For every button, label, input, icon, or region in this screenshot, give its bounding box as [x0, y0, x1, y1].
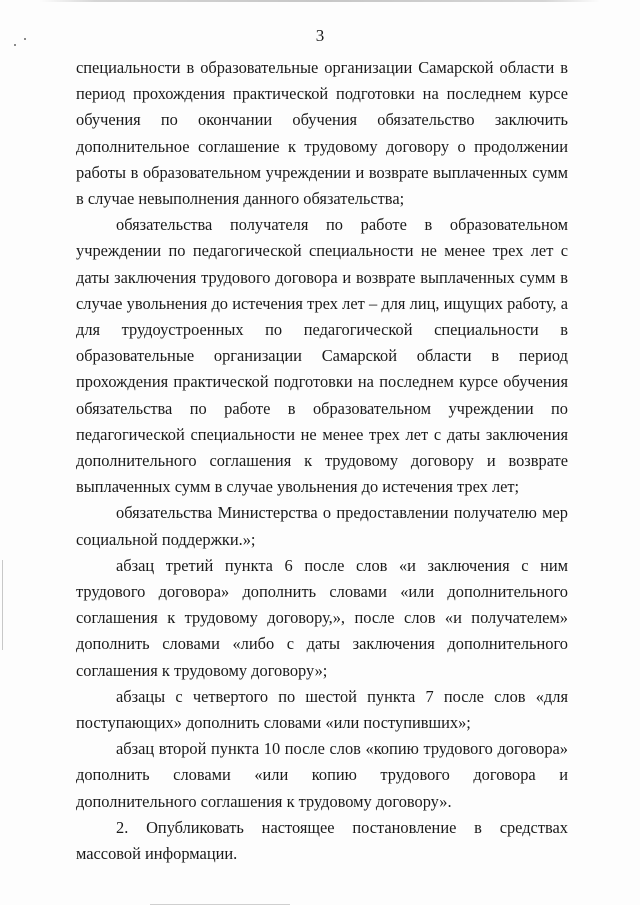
paragraph: абзац третий пункта 6 после слов «и заключения с ним трудового договора» дополнить словами «или дополнительного соглашения к трудовому договору,», после слов «и получателем» дополнить словами «либо с даты заключения дополнительного соглашения к трудовому договору»;: [76, 555, 568, 680]
paragraph: обязательства Министерства о предоставлении получателю мер социальной поддержки.»;: [76, 503, 568, 549]
document-body: [76, 55, 568, 867]
page-number: 3: [315, 26, 325, 45]
paragraph-continued: специальности в образовательные организации Самарской области в период прохождения практической подготовки на последнем курсе обучения по окончании обучения обязательство заключить дополнительное соглашение к трудовому договору о продолжении работы в образовательном учреждении и возврате выплаченных сумм в случае невыполнения данного обязательства;: [76, 58, 568, 209]
paragraph-final: 2. Опубликовать настоящее постановление в средствах массовой информации.: [76, 817, 568, 864]
scan-left-edge-mark: [2, 560, 3, 650]
paragraph: абзац второй пункта 10 после слов «копию трудового договора» дополнить словами «или копию трудового договора и дополнительного соглашения к трудовому договору».: [76, 739, 568, 811]
paragraph: обязательства получателя по работе в образовательном учреждении по педагогической специальности не менее трех лет с даты заключения трудового договора и возврате выплаченных сумм в случае увольнения до истечения трех лет – для лиц, ищущих работу, а для трудоустроенных по педагогической специальности в образовательные организации Самарской области в период прохождения практической подготовки на последнем курсе обучения обязательства по работе в образовательном учреждении по педагогической специальности не менее трех лет с даты заключения дополнительного соглашения к трудовому договору и возврате выплаченных сумм в случае увольнения до истечения трех лет;: [76, 215, 568, 497]
scan-top-edge: [40, 0, 600, 2]
paragraph: абзацы с четвертого по шестой пункта 7 после слов «для поступающих» дополнить словами «или поступивших»;: [76, 686, 568, 733]
